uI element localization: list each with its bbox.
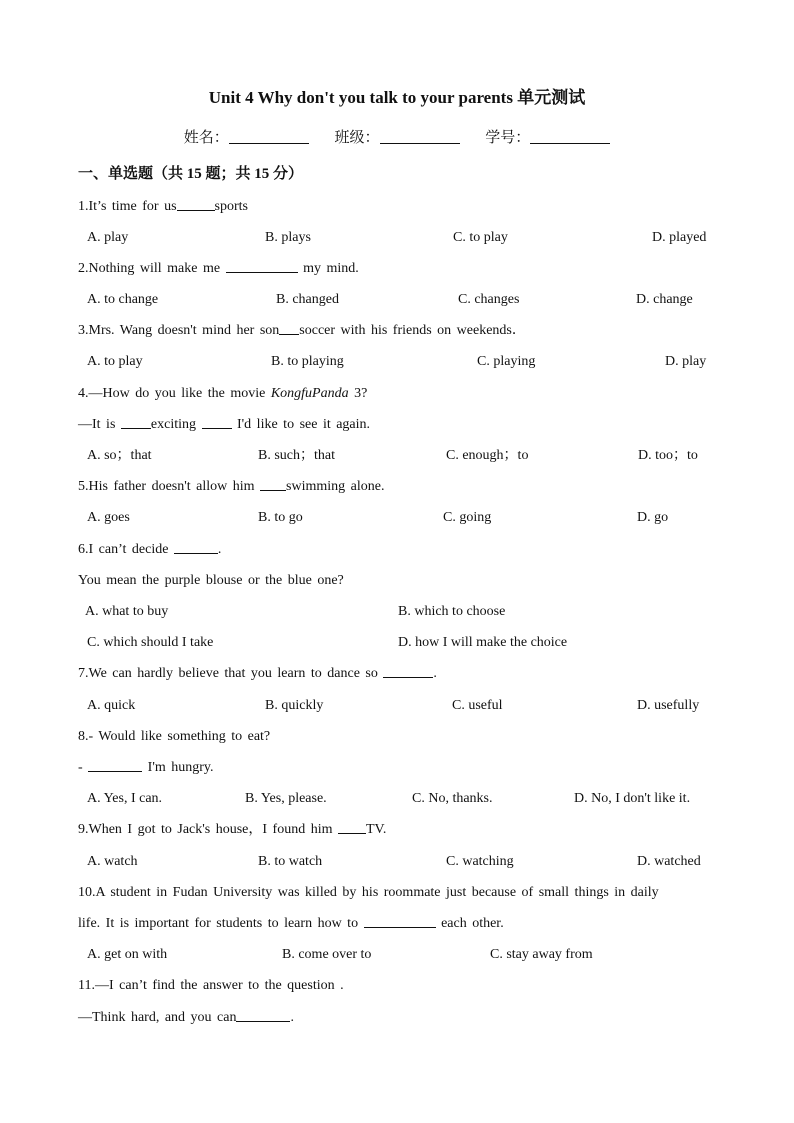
option-c: C. which should I take (87, 635, 214, 650)
id-blank (530, 127, 610, 144)
question-9: 9.When I got to Jack's house，I found him TV. (78, 819, 386, 841)
question-3: 3.Mrs. Wang doesn't mind her son soccer with his friends on weekends． (78, 320, 526, 342)
question-2: 2.Nothing will make me my mind. (78, 258, 359, 280)
question-11: 11.—I can’t find the answer to the question . (78, 978, 344, 993)
answer-blank (177, 196, 215, 211)
option-a: A. watch (87, 854, 138, 869)
option-a: A. to play (87, 354, 143, 369)
option-a: A. quick (87, 698, 136, 713)
option-b: B. to go (258, 510, 303, 525)
answer-blank (88, 757, 142, 772)
option-b: B. which to choose (398, 604, 506, 619)
question-5: 5.His father doesn't allow him swimming alone. (78, 476, 384, 498)
option-b: B. changed (276, 292, 339, 307)
option-c: C. stay away from (490, 947, 593, 962)
option-b: B. Yes, please. (245, 791, 327, 806)
question-6-line2: You mean the purple blouse or the blue one? (78, 573, 344, 588)
answer-blank (226, 258, 298, 273)
option-d: D. too；to (638, 448, 698, 463)
option-d: D. usefully (637, 698, 700, 713)
answer-blank (202, 414, 232, 429)
option-d: D. change (636, 292, 693, 307)
question-8: 8.- Would like something to eat? (78, 729, 271, 744)
option-c: C. No, thanks. (412, 791, 493, 806)
answer-blank (121, 414, 151, 429)
question-4: 4.—How do you like the movie KongfuPanda 3? (78, 386, 368, 401)
question-6: 6.I can’t decide . (78, 539, 221, 561)
question-4-response: —It is exciting I'd like to see it again. (78, 414, 370, 436)
option-a: A. goes (87, 510, 130, 525)
movie-title: KongfuPanda (270, 386, 349, 401)
option-c: C. going (443, 510, 492, 525)
question-7: 7.We can hardly believe that you learn to dance so . (78, 663, 437, 685)
option-b: B. come over to (282, 947, 372, 962)
answer-blank (279, 320, 299, 335)
question-11-response: —Think hard, and you can . (78, 1007, 294, 1029)
option-d: D. how I will make the choice (398, 635, 568, 650)
page-title: Unit 4 Why don't you talk to your parents 单元测试 (208, 88, 586, 107)
option-a: A. what to buy (85, 604, 169, 619)
option-b: B. to watch (258, 854, 323, 869)
option-a: A. so；that (87, 448, 152, 463)
option-b: B. plays (265, 230, 311, 245)
answer-blank (236, 1007, 290, 1022)
name-label: 姓名： (183, 130, 229, 146)
option-d: D. go (637, 510, 669, 525)
option-d: D. watched (637, 854, 701, 869)
question-10-line2: life. It is important for students to learn how to each other. (78, 913, 504, 935)
id-label: 学号： (485, 130, 531, 146)
answer-blank (260, 476, 286, 491)
option-d: D. play (665, 354, 707, 369)
section-heading: 一、单选题（共 15 题；共 15 分） (78, 166, 304, 182)
answer-blank (364, 913, 436, 928)
answer-blank (174, 539, 218, 554)
question-8-response: - I'm hungry. (78, 757, 214, 779)
question-1: 1.It’s time for us sports (78, 196, 248, 218)
option-c: C. playing (477, 354, 536, 369)
option-c: C. to play (453, 230, 508, 245)
option-c: C. watching (446, 854, 514, 869)
option-a: A. Yes, I can. (87, 791, 163, 806)
question-10: 10.A student in Fudan University was killed by his roommate just because of small things in daily (78, 885, 659, 900)
answer-blank (338, 819, 366, 834)
option-b: B. such；that (258, 448, 335, 463)
class-label: 班级： (334, 130, 380, 146)
option-c: C. enough；to (446, 448, 529, 463)
option-d: D. played (652, 230, 707, 245)
option-a: A. play (87, 230, 129, 245)
option-a: A. get on with (87, 947, 168, 962)
name-blank (229, 127, 309, 144)
answer-blank (383, 663, 433, 678)
option-c: C. changes (458, 292, 520, 307)
option-b: B. quickly (265, 698, 324, 713)
student-info (0, 126, 794, 150)
option-b: B. to playing (271, 354, 344, 369)
option-d: D. No, I don't like it. (574, 791, 691, 806)
option-a: A. to change (87, 292, 159, 307)
class-blank (380, 127, 460, 144)
option-c: C. useful (452, 698, 503, 713)
